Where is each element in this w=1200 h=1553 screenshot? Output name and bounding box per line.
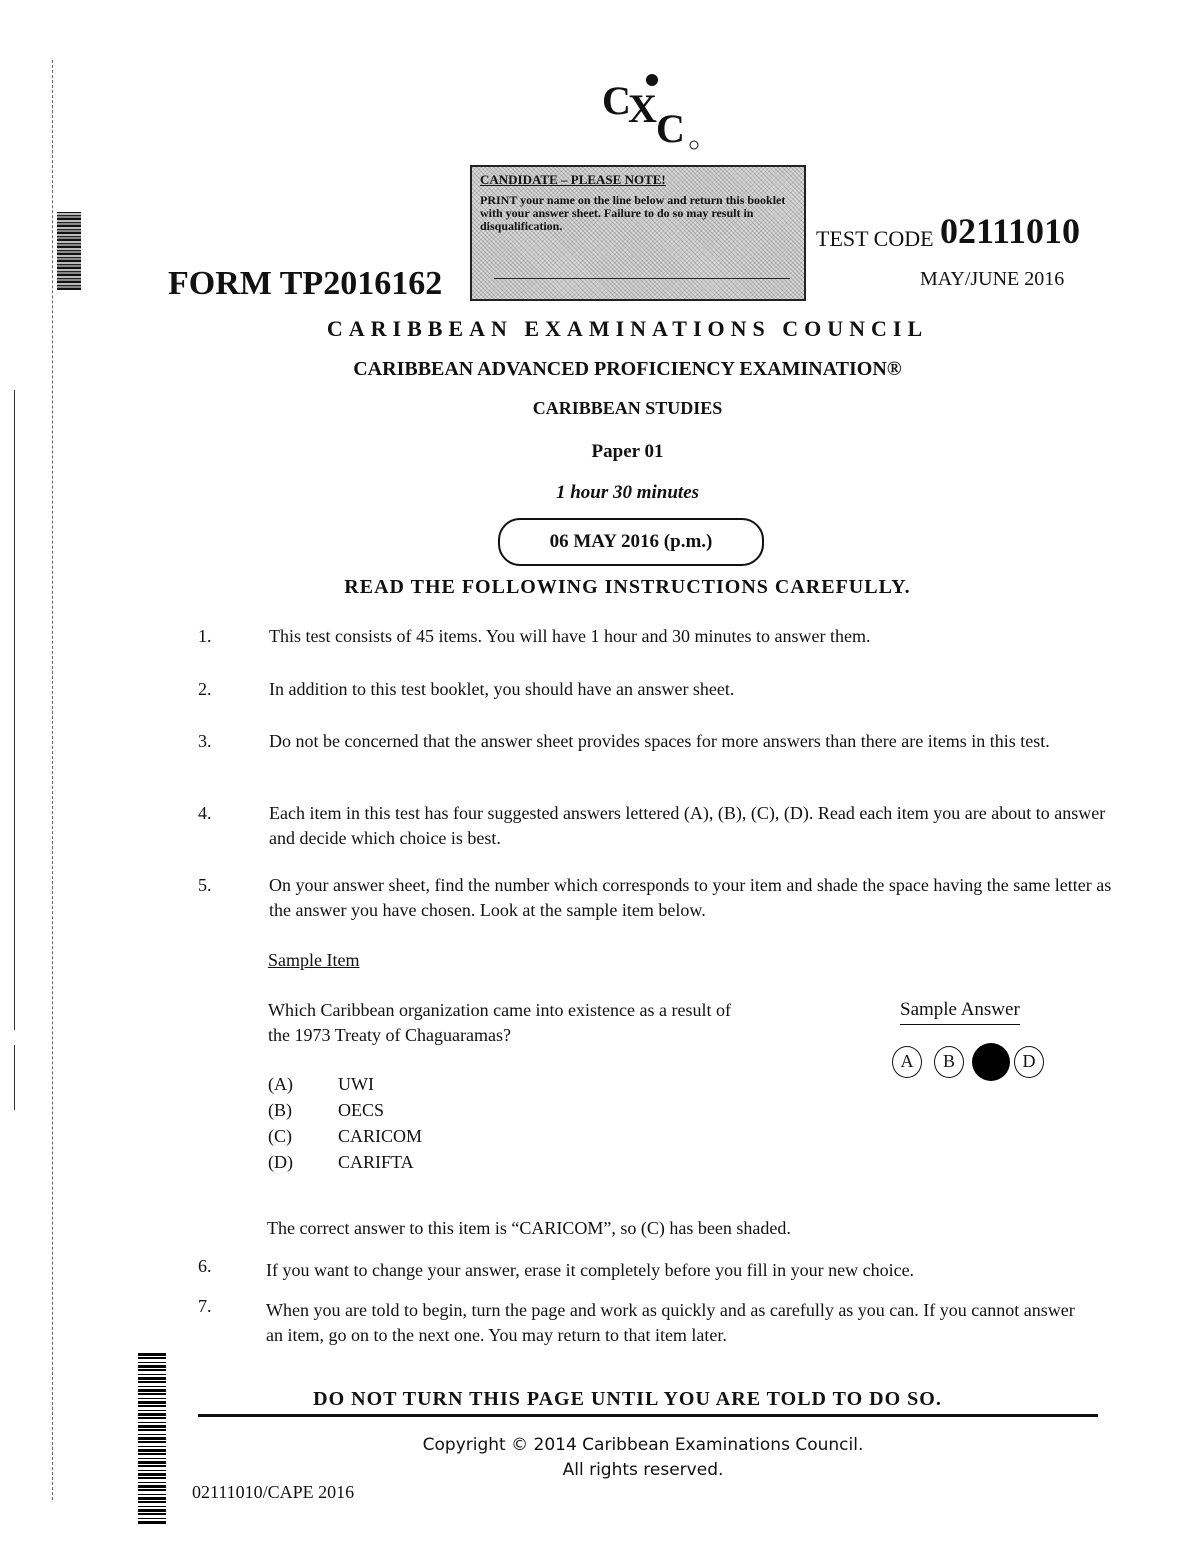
candidate-notice-box (470, 165, 806, 301)
instruction-number: 3. (198, 731, 212, 751)
instruction-text: On your answer sheet, find the number which corresponds to your item and shade the space having the same letter as the answer you have chosen. Look at the sample item below. (269, 875, 1112, 920)
sample-option-text: OECS (338, 1100, 385, 1120)
answer-bubble-a: A (892, 1046, 922, 1078)
cxc-logo (596, 72, 706, 152)
sample-option-letter: (B) (268, 1100, 292, 1120)
instruction-number: 5. (198, 875, 212, 895)
sample-question: Which Caribbean organization came into existence as a result of the 1973 Treaty of Chaguaramas? (268, 1000, 731, 1045)
scan-edge-line (14, 1045, 15, 1110)
sample-explanation: The correct answer to this item is “CARICOM”, so (C) has been shaded. (267, 1218, 791, 1238)
instruction-text: When you are told to begin, turn the page and work as quickly and as carefully as you can. If you cannot answer an item, go on to the next one. You may return to that item later. (266, 1300, 1075, 1345)
do-not-turn-warning: DO NOT TURN THIS PAGE UNTIL YOU ARE TOLD TO DO SO. (313, 1388, 942, 1410)
paper-title: Paper 01 (591, 441, 664, 462)
svg-text:C: C (656, 106, 685, 151)
instruction-number: 2. (198, 679, 212, 699)
notice-title: CANDIDATE – PLEASE NOTE! (480, 172, 666, 187)
instruction-text: This test consists of 45 items. You will have 1 hour and 30 minutes to answer them. (269, 626, 871, 646)
instruction-text: Each item in this test has four suggested answers lettered (A), (B), (C), (D). Read each item you are about to answer and decide which choice is best. (269, 803, 1106, 848)
instruction-number: 7. (198, 1296, 212, 1316)
instructions-heading: READ THE FOLLOWING INSTRUCTIONS CAREFULLY. (344, 576, 911, 598)
exam-session: MAY/JUNE 2016 (920, 268, 1065, 290)
footer-rule (198, 1414, 1098, 1417)
sample-option-text: CARICOM (338, 1126, 423, 1146)
svg-text:C: C (602, 78, 631, 123)
sample-option-letter: (C) (268, 1126, 292, 1146)
sample-option-letter: (D) (268, 1152, 293, 1172)
exam-duration: 1 hour 30 minutes (555, 482, 700, 503)
sample-answer-label: Sample Answer (900, 999, 1020, 1025)
instruction-text: In addition to this test booklet, you should have an answer sheet. (269, 679, 735, 699)
answer-bubble-c-shaded: C (972, 1043, 1010, 1081)
council-title: CARIBBEAN EXAMINATIONS COUNCIL (326, 316, 929, 341)
candidate-name-line (494, 278, 790, 279)
barcode-image (138, 1352, 166, 1524)
instruction-number: 1. (198, 626, 212, 646)
sample-option-text: UWI (338, 1074, 374, 1094)
notice-body: PRINT your name on the line below and return this booklet with your answer sheet. Failure to do so may result in disqualification. (480, 193, 786, 233)
subject-title: CARIBBEAN STUDIES (532, 398, 723, 418)
instruction-number: 6. (198, 1256, 212, 1276)
test-code-label: TEST CODE (816, 226, 934, 251)
exam-title: CARIBBEAN ADVANCED PROFICIENCY EXAMINATION® (353, 358, 902, 380)
test-code: 02111010 (940, 211, 1081, 251)
scan-stamp-mark (57, 212, 81, 290)
rights-text: All rights reserved. (562, 1460, 724, 1480)
footer-code: 02111010/CAPE 2016 (192, 1482, 355, 1502)
sample-option-letter: (A) (268, 1074, 293, 1094)
scan-edge-line (52, 60, 53, 1500)
instruction-number: 4. (198, 803, 212, 823)
sample-item-title: Sample Item (268, 950, 360, 970)
instruction-text: If you want to change your answer, erase it completely before you fill in your new choice. (266, 1260, 915, 1280)
copyright-text: Copyright © 2014 Caribbean Examinations Council. (422, 1435, 864, 1455)
exam-date: 06 MAY 2016 (p.m.) (498, 518, 764, 566)
answer-bubble-b: B (934, 1046, 964, 1078)
answer-bubble-d: D (1014, 1046, 1044, 1078)
form-number: FORM TP2016162 (168, 265, 443, 302)
copyright-notice (398, 1433, 888, 1483)
instruction-text: Do not be concerned that the answer sheet provides spaces for more answers than there are items in this test. (269, 731, 1050, 751)
sample-option-text: CARIFTA (338, 1152, 414, 1172)
svg-text:X: X (628, 86, 657, 131)
